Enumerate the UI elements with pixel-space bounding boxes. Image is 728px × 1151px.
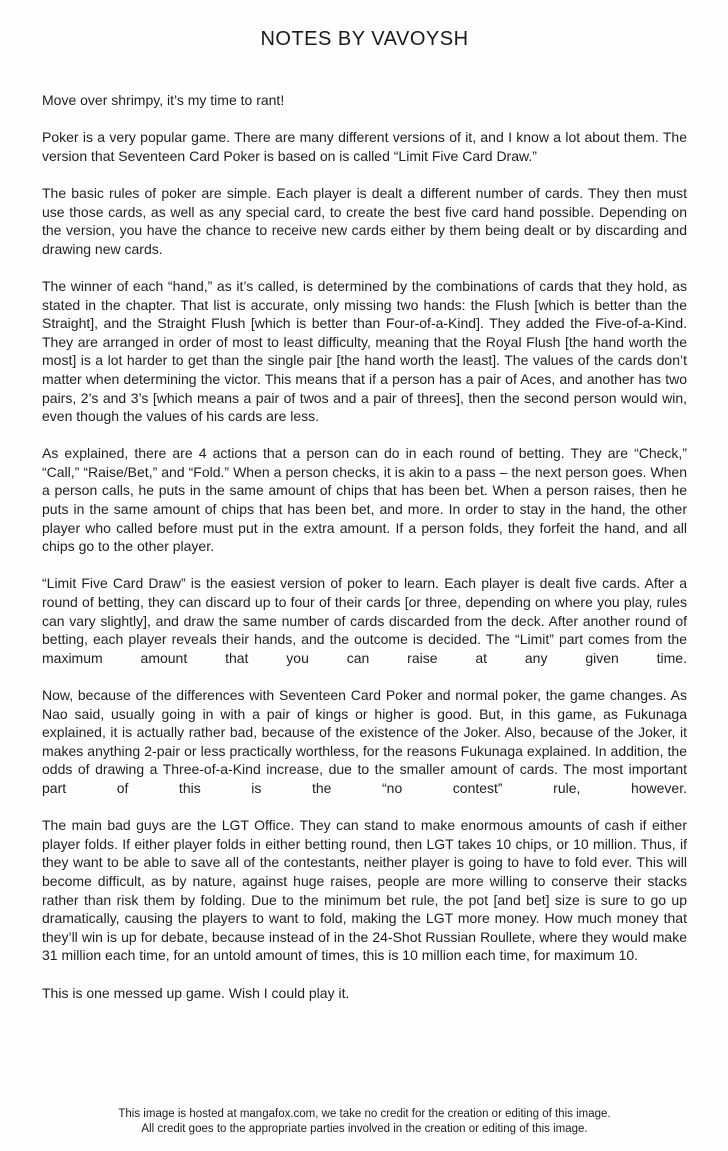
footer-line-1: This image is hosted at mangafox.com, we take no credit for the creation or editing of this image. [118,1108,611,1120]
paragraph-four-actions: As explained, there are 4 actions that a person can do in each round of betting. They are “Check,” “Call,” “Raise/Bet,” and “Fold.” When a person checks, it is akin to a pass – the next person goes. When a person calls, he puts in the same amount of chips that has been bet. When a person raises, then he puts in the same amount of chips that has been bet, and more. In order to stay in the hand, the other player who called before must put in the extra amount. If a person folds, they forfeit the hand, and all chips go to the other player. [42,445,687,555]
paragraph-basic-rules: The basic rules of poker are simple. Each player is dealt a different number of cards. They then must use those cards, as well as any special card, to create the best five card hand possible. Depending on the version, you have the chance to receive new cards either by them being dealt or by discarding and drawing new cards. [42,184,687,257]
paragraph-limit-draw: “Limit Five Card Draw” is the easiest version of poker to learn. Each player is dealt five cards. After a round of betting, they can discard up to four of their cards [or three, depending on where you play, rules can vary slightly], and draw the same number of cards discarded from the deck. After another round of betting, each player reveals their hands, and the outcome is decided. The “Limit” part comes from the maximum amount that you can raise at any given time. [42,575,687,666]
page-title: NOTES BY VAVOYSH [260,28,469,50]
footer-line-2: All credit goes to the appropriate parties involved in the creation or editing of this image. [141,1123,588,1135]
paragraph-poker-intro: Poker is a very popular game. There are many different versions of it, and I know a lot about them. The version that Seventeen Card Poker is based on is called “Limit Five Card Draw.” [42,129,687,164]
paragraph-intro: Move over shrimpy, it’s my time to rant! [42,92,285,108]
paragraph-differences: Now, because of the differences with Seventeen Card Poker and normal poker, the game changes. As Nao said, usually going in with a pair of kings or higher is good. But, in this game, as Fukunaga explained, it is actually rather bad, because of the existence of the Joker. Also, because of the Joker, it makes anything 2-pair or less practically worthless, for the reasons Fukunaga explained. In addition, the odds of drawing a Three-of-a-Kind increase, due to the smaller amount of cards. The most important part of this is the “no contest” rule, however. [42,687,687,796]
paragraph-hand-winner: The winner of each “hand,” as it’s called, is determined by the combinations of cards that they hold, as stated in the chapter. That list is accurate, only missing two hands: the Flush [which is better than the Straight], and the Straight Flush [which is better than Four-of-a-Kind]. They added the Five-of-a-Kind. They are arranged in order of most to least difficulty, meaning that the Royal Flush [the hand worth the most] is a lot harder to get than the single pair [the hand worth the least]. The values of the cards don’t matter when determining the victor. This means that if a person has a pair of Aces, and another has two pairs, 2’s and 3’s [which means a pair of twos and a pair of threes], then the second person would win, even though the values of his cards are less. [42,277,687,425]
notes-body [42,91,687,1021]
paragraph-closing: This is one messed up game. Wish I could play it. [42,984,350,1001]
paragraph-lgt-office: The main bad guys are the LGT Office. They can stand to make enormous amounts of cash if either player folds. If either player folds in either betting round, then LGT takes 10 chips, or 10 million. Thus, if they want to be able to save all of the contestants, neither player is going to have to fold ever. This will become difficult, as by nature, against huge raises, people are more willing to conserve their stacks rather than risk them by folding. Due to the minimum bet rule, the pot [and bet] size is sure to go up dramatically, causing the players to want to fold, making the LGT more money. How much money that they’ll win is up for debate, because instead of in the 24-Shot Russian Roullete, where they would make 31 million each time, for an untold amount of times, this is 10 million each time, for maximum 10. [42,817,687,964]
hosting-credit-footer [42,1107,687,1141]
